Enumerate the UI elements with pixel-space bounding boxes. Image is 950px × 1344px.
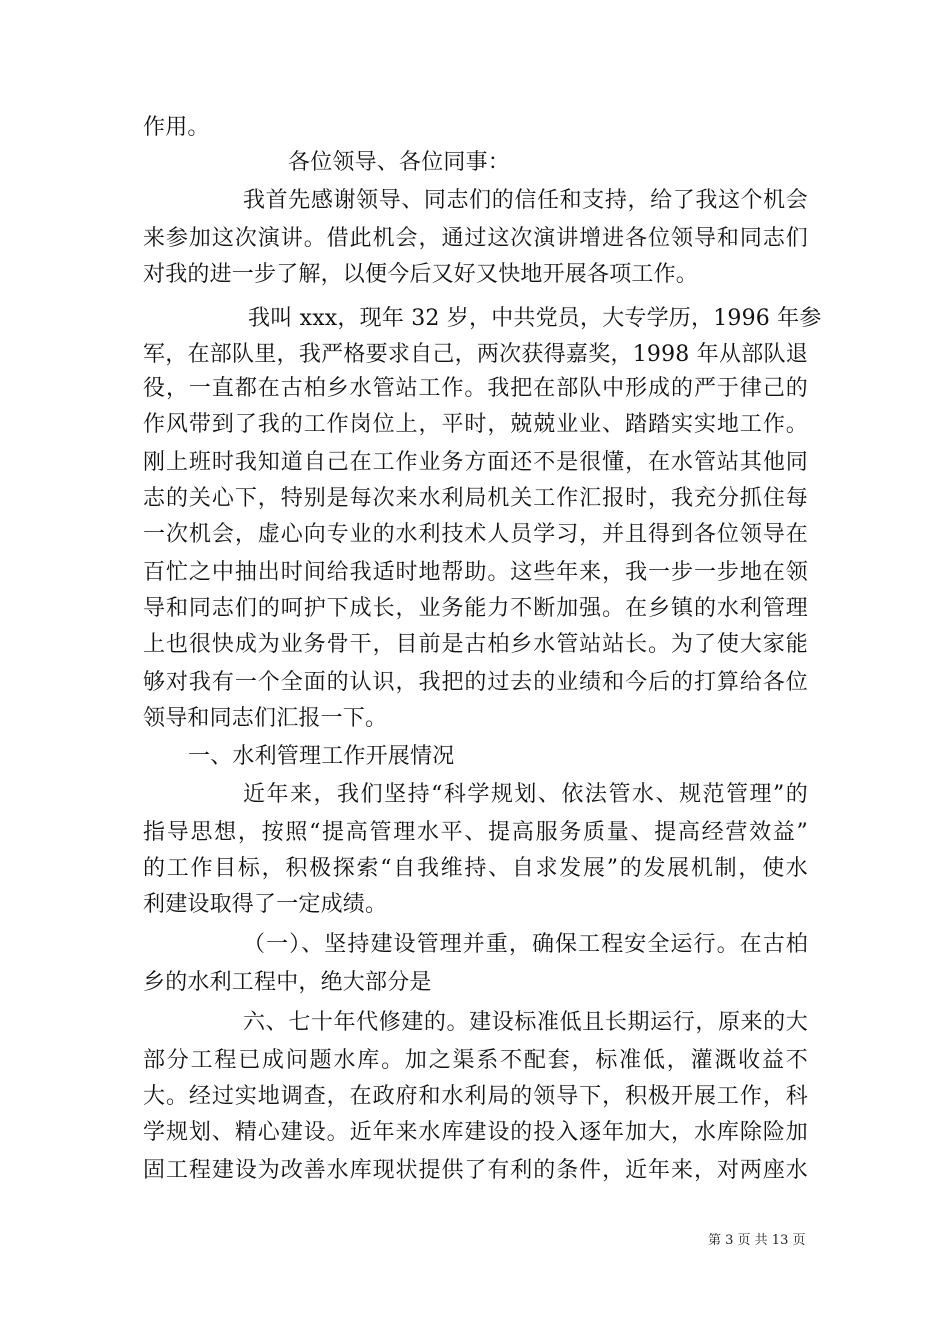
text-line: 乡的水利工程中，绝大部分是 [143, 970, 432, 995]
text-line: 上也很快成为业务骨干，目前是古柏乡水管站站长。为了使大家能 [143, 632, 808, 657]
text-line: 来参加这次演讲。借此机会，通过这次演讲增进各位领导和同志们 [143, 226, 808, 251]
text-line: 领导和同志们汇报一下。 [143, 706, 388, 731]
text-line: 刚上班时我知道自己在工作业务方面还不是很懂，在水管站其他同 [143, 450, 808, 475]
text-line: 对我的进一步了解，以便今后又好又快地开展各项工作。 [143, 262, 699, 287]
text-line: 的工作目标，积极探索“自我维持、自求发展”的发展机制，使水 [143, 856, 808, 881]
text-line: 一、水利管理工作开展情况 [188, 744, 455, 769]
text-line: 百忙之中抽出时间给我适时地帮助。这些年来，我一步一步地在领 [143, 560, 808, 585]
text-line: 学规划、精心建设。近年来水库建设的投入逐年加大，水库除险加 [143, 1120, 808, 1145]
text-line: 作用。 [143, 115, 210, 140]
text-line: 利建设取得了一定成绩。 [143, 892, 388, 917]
text-line: 我叫 xxx，现年 32 岁，中共党员，大专学历，1996 年参 [248, 306, 822, 331]
text-line: 部分工程已成问题水库。加之渠系不配套，标准低，灌溉收益不 [143, 1048, 808, 1073]
text-line: 作风带到了我的工作岗位上，平时，兢兢业业、踏踏实实地工作。 [143, 412, 808, 437]
text-line: 一次机会，虚心向专业的水利技术人员学习，并且得到各位领导在 [143, 522, 808, 547]
text-line: 军，在部队里，我严格要求自己，两次获得嘉奖，1998 年从部队退 [143, 342, 808, 367]
text-line: 我首先感谢领导、同志们的信任和支持，给了我这个机会 [243, 188, 808, 213]
text-line: 导和同志们的呵护下成长，业务能力不断加强。在乡镇的水利管理 [143, 596, 808, 621]
text-line: 近年来，我们坚持“科学规划、依法管水、规范管理”的 [243, 782, 808, 807]
text-line: 指导思想，按照“提高管理水平、提高服务质量、提高经营效益” [143, 820, 808, 845]
text-line: 够对我有一个全面的认识，我把的过去的业绩和今后的打算给各位 [143, 670, 808, 695]
page-footer: 第 3 页 共 13 页 [708, 1233, 806, 1248]
text-line: 役，一直都在古柏乡水管站工作。我把在部队中形成的严于律己的 [143, 376, 808, 401]
text-line: 六、七十年代修建的。建设标准低且长期运行，原来的大 [243, 1010, 808, 1035]
text-line: 各位领导、各位同事： [288, 150, 511, 175]
text-line: （一）、坚持建设管理并重，确保工程安全运行。在古柏 [243, 932, 808, 957]
text-line: 固工程建设为改善水库现状提供了有利的条件，近年来，对两座水 [143, 1158, 808, 1183]
text-line: 志的关心下，特别是每次来水利局机关工作汇报时，我充分抓住每 [143, 486, 808, 511]
text-line: 大。经过实地调查，在政府和水利局的领导下，积极开展工作，科 [143, 1084, 808, 1109]
